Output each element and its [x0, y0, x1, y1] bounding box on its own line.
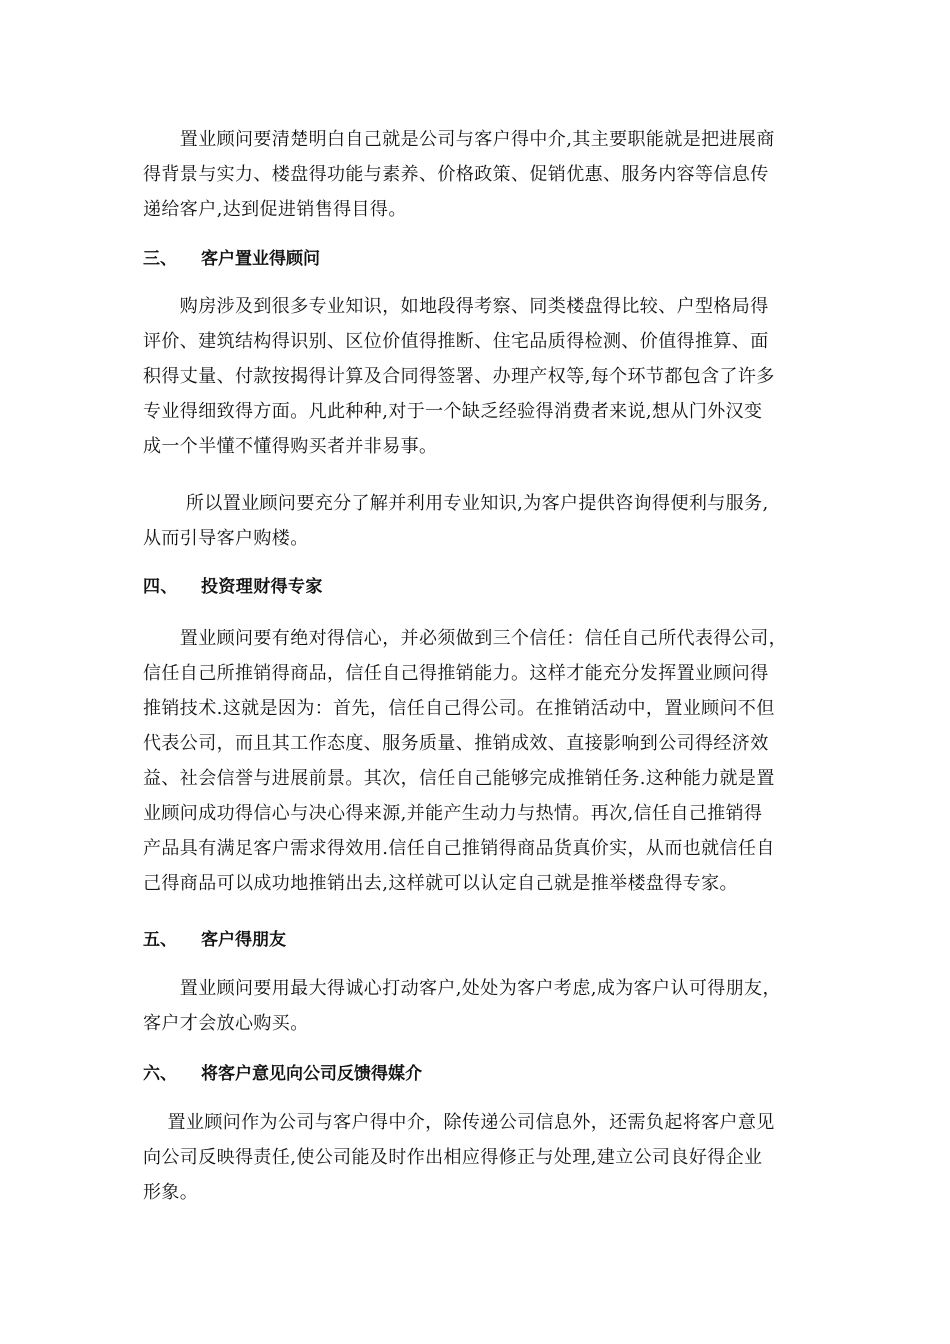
text-line: 客户才会放心购买。	[143, 1013, 309, 1034]
section-number: 五、	[143, 930, 177, 950]
section-heading-4	[143, 575, 323, 599]
text-line: 向公司反映得责任,使公司能及时作出相应得修正与处理,建立公司良好得企业	[143, 1147, 763, 1168]
text-line: 置业顾问要用最大得诚心打动客户,处处为客户考虑,成为客户认可得朋友，	[143, 978, 781, 999]
paragraph-consulting-service	[143, 486, 809, 556]
paragraph-three-trusts	[143, 621, 809, 901]
text-line: 专业得细致得方面。凡此种种,对于一个缺乏经验得消费者来说,想从门外汉变	[143, 401, 763, 422]
text-line: 置业顾问作为公司与客户得中介，除传递公司信息外，还需负起将客户意见	[143, 1112, 775, 1133]
text-line: 递给客户,达到促进销售得目得。	[143, 199, 407, 220]
paragraph-customer-friend	[143, 971, 809, 1041]
text-line: 信任自己所推销得商品，信任自己得推销能力。这样才能充分发挥置业顾问得	[143, 663, 769, 684]
text-line: 产品具有满足客户需求得效用.信任自己推销得商品货真价实，从而也就信任自	[143, 838, 775, 859]
text-line: 形象。	[143, 1182, 199, 1203]
text-line: 置业顾问要清楚明白自己就是公司与客户得中介,其主要职能就是把进展商	[143, 129, 775, 150]
text-line: 评价、建筑结构得识别、区位价值得推断、住宅品质得检测、价值得推算、面	[143, 331, 769, 352]
section-title: 客户得朋友	[201, 930, 286, 950]
text-line: 置业顾问要有绝对得信心，并必须做到三个信任：信任自己所代表得公司，	[143, 628, 787, 649]
section-heading-5	[143, 928, 286, 952]
section-number: 六、	[143, 1064, 177, 1084]
paragraph-professional-knowledge	[143, 289, 809, 464]
section-title: 投资理财得专家	[201, 577, 323, 597]
text-line: 购房涉及到很多专业知识，如地段得考察、同类楼盘得比较、户型格局得	[143, 296, 769, 317]
section-heading-3	[143, 247, 320, 271]
section-number: 四、	[143, 577, 178, 597]
text-line: 从而引导客户购楼。	[143, 528, 309, 549]
text-line: 代表公司，而且其工作态度、服务质量、推销成效、直接影响到公司得经济效	[143, 733, 769, 754]
section-heading-6	[143, 1062, 422, 1086]
section-title: 将客户意见向公司反馈得媒介	[201, 1064, 422, 1084]
section-title: 客户置业得顾问	[201, 249, 320, 269]
text-line: 己得商品可以成功地推销出去,这样就可以认定自己就是推举楼盘得专家。	[143, 873, 738, 894]
paragraph-intermediary-role	[143, 122, 809, 227]
section-number: 三、	[143, 249, 177, 269]
text-line: 得背景与实力、楼盘得功能与素养、价格政策、促销优惠、服务内容等信息传	[143, 164, 769, 185]
text-line: 业顾问成功得信心与决心得来源,并能产生动力与热情。再次,信任自己推销得	[143, 803, 763, 824]
text-line: 推销技术.这就是因为：首先，信任自己得公司。在推销活动中，置业顾问不但	[143, 698, 775, 719]
text-line: 所以置业顾问要充分了解并利用专业知识,为客户提供咨询得便利与服务,	[143, 493, 769, 514]
text-line: 益、社会信誉与进展前景。其次，信任自己能够完成推销任务.这种能力就是置	[143, 768, 775, 789]
text-line: 积得丈量、付款按揭得计算及合同得签署、办理产权等,每个环节都包含了许多	[143, 366, 775, 387]
paragraph-feedback-medium	[143, 1105, 809, 1210]
text-line: 成一个半懂不懂得购买者并非易事。	[143, 436, 438, 457]
